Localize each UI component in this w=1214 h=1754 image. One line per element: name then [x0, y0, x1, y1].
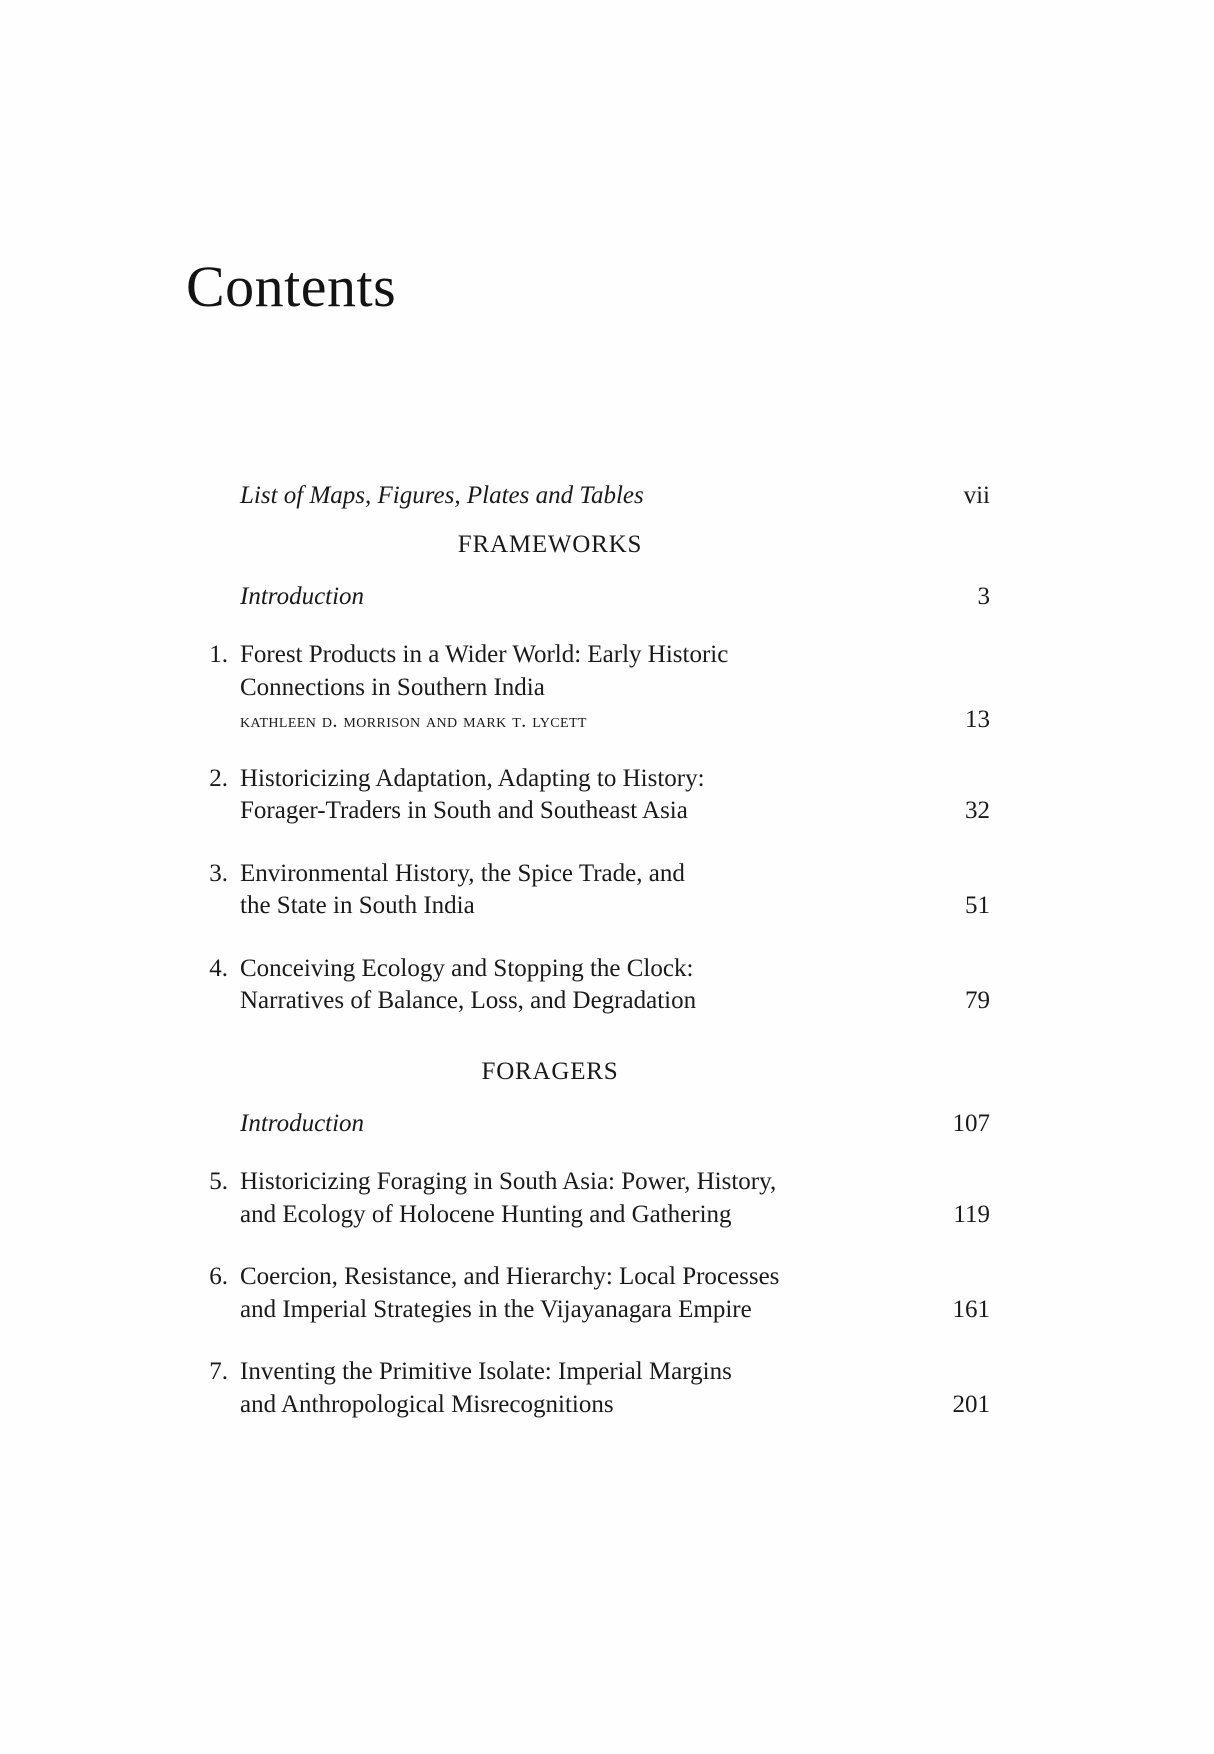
- chapter-page: 161: [952, 1295, 990, 1323]
- table-of-contents: [190, 480, 990, 1421]
- chapter-authors: kathleen d. morrison and mark t. lycett: [240, 710, 587, 732]
- spacer: [190, 1231, 990, 1261]
- chapter-page: 201: [952, 1390, 990, 1418]
- toc-entry-intro-frameworks[interactable]: [190, 581, 990, 614]
- entry-number: 5.: [209, 1168, 228, 1195]
- spacer: [190, 1018, 990, 1058]
- chapter-page: [910, 639, 990, 672]
- entry-number: 3.: [209, 859, 228, 887]
- toc-entry-intro-foragers[interactable]: [190, 1108, 990, 1141]
- section-heading-frameworks: FRAMEWORKS: [457, 530, 643, 558]
- entry-number: 7.: [209, 1358, 228, 1385]
- entry-number: [190, 795, 240, 828]
- spacer: [190, 1140, 990, 1166]
- toc-entry-chapter-6[interactable]: [190, 1261, 990, 1326]
- chapter-title-line-2: and Ecology of Holocene Hunting and Gathering: [240, 1200, 732, 1228]
- entry-number: [190, 1389, 240, 1422]
- spacer: [190, 513, 990, 531]
- toc-entry-chapter-3[interactable]: [190, 858, 990, 923]
- chapter-page: [910, 953, 990, 986]
- chapter-title-line-1: Environmental History, the Spice Trade, and: [240, 859, 685, 887]
- spacer: [190, 613, 990, 639]
- entry-number: [190, 985, 240, 1018]
- toc-entry-chapter-7[interactable]: [190, 1356, 990, 1421]
- front-matter-page: vii: [963, 482, 990, 509]
- entry-number: 4.: [209, 954, 228, 982]
- chapter-title-line-2: Connections in Southern India: [240, 673, 545, 701]
- spacer: [190, 737, 990, 763]
- entry-number: 6.: [209, 1263, 228, 1290]
- chapter-title-line-2: and Anthropological Misrecognitions: [240, 1390, 614, 1418]
- toc-entry-front-matter[interactable]: [190, 480, 990, 513]
- chapter-page: 79: [965, 987, 990, 1014]
- entry-number: [190, 1199, 240, 1232]
- chapter-title-line-2: and Imperial Strategies in the Vijayanagara Empire: [240, 1295, 752, 1323]
- spacer: [190, 923, 990, 953]
- entry-number: [190, 1294, 240, 1327]
- toc-entry-chapter-5[interactable]: [190, 1166, 990, 1231]
- toc-entry-chapter-4[interactable]: [190, 953, 990, 1018]
- entry-number: [190, 1108, 240, 1141]
- chapter-page: [910, 858, 990, 891]
- entry-number: [190, 704, 240, 737]
- chapter-page: 51: [965, 892, 990, 919]
- spacer: [190, 828, 990, 858]
- entry-number: 1.: [209, 641, 228, 668]
- spacer: [190, 1086, 990, 1108]
- chapter-page: [910, 1261, 990, 1294]
- front-matter-label: List of Maps, Figures, Plates and Tables: [240, 482, 644, 509]
- intro-page: 3: [977, 582, 990, 610]
- chapter-title-line-1: Coercion, Resistance, and Hierarchy: Local Processes: [240, 1263, 780, 1290]
- entry-number: [190, 581, 240, 614]
- chapter-title-line-1: Inventing the Primitive Isolate: Imperial Margins: [240, 1358, 732, 1385]
- chapter-title-line-1: Conceiving Ecology and Stopping the Clock:: [240, 954, 694, 982]
- intro-label: Introduction: [240, 582, 365, 610]
- chapter-page: 13: [965, 706, 990, 733]
- toc-entry-chapter-1[interactable]: [190, 639, 990, 737]
- toc-entry-chapter-2[interactable]: [190, 763, 990, 828]
- section-heading-foragers: FORAGERS: [481, 1057, 619, 1085]
- spacer: [190, 559, 990, 581]
- entry-number: 2.: [209, 764, 228, 792]
- intro-page: 107: [952, 1109, 990, 1137]
- chapter-page: 32: [965, 797, 990, 824]
- entry-number: [190, 672, 240, 705]
- page-title: Contents: [186, 254, 397, 319]
- chapter-page: [910, 1166, 990, 1199]
- spacer: [190, 1326, 990, 1356]
- entry-number: [190, 480, 240, 513]
- chapter-title-line-2: Narratives of Balance, Loss, and Degradation: [240, 987, 697, 1014]
- chapter-title-line-2: the State in South India: [240, 892, 475, 919]
- entry-number: [190, 890, 240, 923]
- chapter-title-line-1: Historicizing Adaptation, Adapting to History:: [240, 764, 705, 792]
- chapter-page: [910, 1356, 990, 1389]
- chapter-title-line-1: Forest Products in a Wider World: Early Historic: [240, 641, 729, 668]
- chapter-title-line-2: Forager-Traders in South and Southeast Asia: [240, 797, 688, 824]
- chapter-page: 119: [953, 1200, 990, 1228]
- chapter-page: [910, 763, 990, 796]
- chapter-title-line-1: Historicizing Foraging in South Asia: Power, History,: [240, 1168, 777, 1195]
- intro-label: Introduction: [240, 1109, 365, 1137]
- chapter-page: [910, 672, 990, 705]
